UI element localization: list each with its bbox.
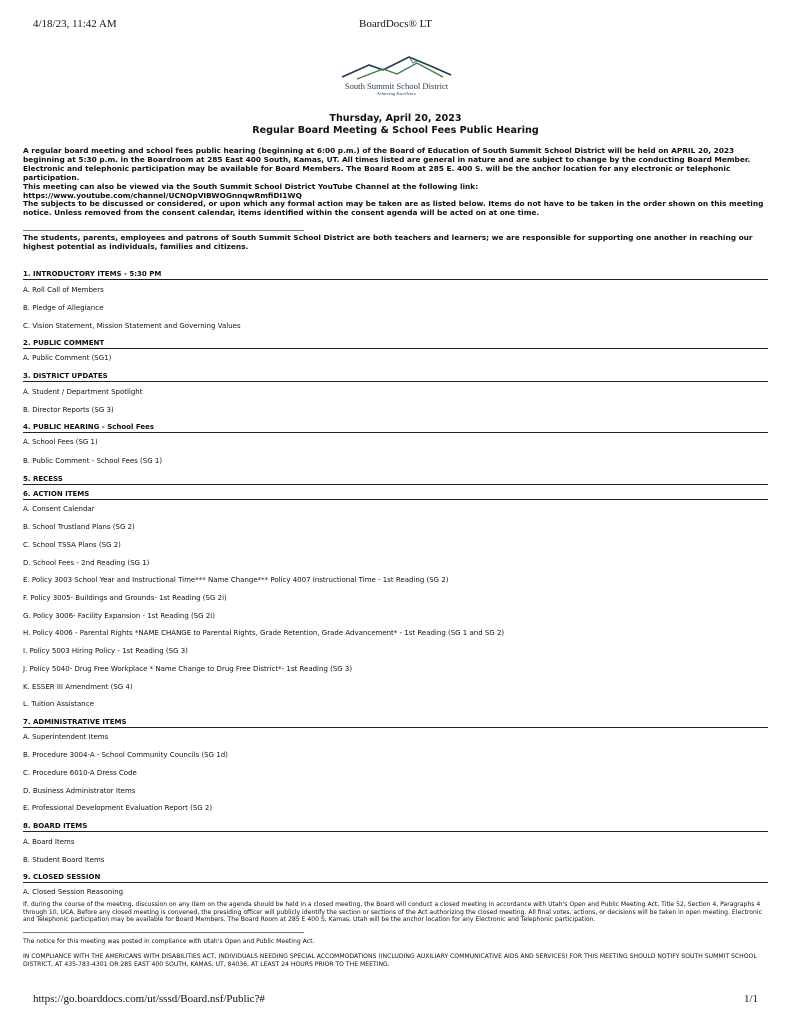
agenda-item[interactable]: C. Procedure 6010-A Dress Code xyxy=(23,769,137,777)
intro-youtube-text: This meeting can also be viewed via the South Summit School District YouTube Channel at the following link: xyxy=(23,181,479,191)
agenda-item[interactable]: B. Student Board Items xyxy=(23,856,105,864)
agenda-item[interactable]: B. Public Comment - School Fees (SG 1) xyxy=(23,457,163,465)
page-number: 1/1 xyxy=(743,993,758,1005)
print-footer xyxy=(33,993,758,1007)
agenda-item[interactable]: A. Closed Session Reasoning xyxy=(23,888,124,896)
section-heading-recess[interactable]: 5. RECESS xyxy=(23,475,768,485)
section-heading-board-items[interactable]: 8. BOARD ITEMS xyxy=(23,822,768,832)
meeting-title: Regular Board Meeting & School Fees Public Hearing xyxy=(252,125,539,136)
agenda-item[interactable]: D. School Fees - 2nd Reading (SG 1) xyxy=(23,559,150,567)
mountain-logo-icon xyxy=(339,53,454,81)
agenda-item[interactable]: D. Business Administrator Items xyxy=(23,787,136,795)
agenda-item[interactable]: A. Consent Calendar xyxy=(23,505,95,513)
section-heading-closed-session[interactable]: 9. CLOSED SESSION xyxy=(23,873,768,883)
agenda-item[interactable]: A. Superintendent Items xyxy=(23,733,109,741)
agenda-item[interactable]: F. Policy 3005- Buildings and Grounds- 1st Reading (SG 2i) xyxy=(23,594,227,602)
mission-statement: The students, parents, employees and patrons of South Summit School District are both teachers and learners; we are responsible for supporting one another in reaching our highest potential as individuals, families and citizens. xyxy=(23,233,753,251)
agenda-item[interactable]: A. Board Items xyxy=(23,838,75,846)
agenda-item[interactable]: B. Director Reports (SG 3) xyxy=(23,406,114,414)
section-heading-public-comment[interactable]: 2. PUBLIC COMMENT xyxy=(23,339,768,349)
section-heading-district-updates[interactable]: 3. DISTRICT UPDATES xyxy=(23,372,768,382)
closed-session-text: If, during the course of the meeting, discussion on any item on the agenda should be held in a closed meeting, the Board will conduct a closed meeting in accordance with Utah's Open and Public Meeting Act, Title 52, Section 4, Paragraphs 4 through 10, UCA. Before any closed meeting is convened, the presiding officer will publicly identify the section or sections of the Act authorizing the closed meeting. All final votes, actions, or decisions will be taken in open meeting. Electronic and Telephonic participation may be available for Board Members. The Board Room at 285 E 400 S, Kamas, Utah will be the anchor location for any Electronic and Telephonic participation. xyxy=(23,901,762,923)
agenda-item[interactable]: C. School TSSA Plans (SG 2) xyxy=(23,541,121,549)
agenda-item[interactable]: A. Roll Call of Members xyxy=(23,286,104,294)
print-header xyxy=(33,18,758,32)
posting-notice: The notice for this meeting was posted in compliance with Utah's Open and Public Meeting Act. xyxy=(23,938,315,945)
agenda-item[interactable]: B. School Trustland Plans (SG 2) xyxy=(23,523,135,531)
agenda-item[interactable]: B. Procedure 3004-A - School Community Councils (SG 1d) xyxy=(23,751,228,759)
ada-notice: IN COMPLIANCE WITH THE AMERICANS WITH DISABILITIES ACT, INDIVIDUALS NEEDING SPECIAL ACCOMMODATIONS (INCLUDING AUXILIARY COMMUNICATIVE AIDS AND SERVICES) FOR THIS MEETING SHOULD NOTIFY SOUTH SUMMIT SCHOOL DISTRICT, AT 435-783-4301 OR 285 EAST 400 SOUTH, KAMAS, UT, 84036, AT LEAST 24 HOURS PRIOR TO THE MEETING. xyxy=(23,953,757,968)
logo-district-name: South Summit School District xyxy=(344,81,449,91)
agenda-item[interactable]: A. Public Comment (SG1) xyxy=(23,354,112,362)
print-datetime: 4/18/23, 11:42 AM xyxy=(33,18,117,30)
agenda-item[interactable]: J. Policy 5040- Drug Free Workplace * Name Change to Drug Free District*- 1st Reading (SG 3) xyxy=(23,665,353,673)
agenda-item[interactable]: A. School Fees (SG 1) xyxy=(23,438,98,446)
meeting-intro xyxy=(23,147,768,218)
section-heading-administrative[interactable]: 7. ADMINISTRATIVE ITEMS xyxy=(23,718,768,728)
divider xyxy=(23,932,304,933)
page-url: https://go.boarddocs.com/ut/sssd/Board.nsf/Public?# xyxy=(33,993,265,1005)
agenda-item[interactable]: E. Professional Development Evaluation Report (SG 2) xyxy=(23,804,213,812)
section-heading-introductory[interactable]: 1. INTRODUCTORY ITEMS - 5:30 PM xyxy=(23,270,768,280)
divider xyxy=(23,230,304,231)
agenda-item[interactable]: I. Policy 5003 Hiring Policy - 1st Reading (SG 3) xyxy=(23,647,188,655)
agenda-item[interactable]: L. Tuition Assistance xyxy=(23,700,94,708)
agenda-item[interactable]: E. Policy 3003 School Year and Instructional Time*** Name Change*** Policy 4007 Instructional Time - 1st Reading (SG 2) xyxy=(23,576,449,584)
youtube-link[interactable]: https://www.youtube.com/channel/UCNOpVIBWOGnnqwRmfiDI1WQ xyxy=(23,190,302,200)
logo-tagline: Achieving Excellence xyxy=(376,91,417,96)
agenda-item[interactable]: G. Policy 3006- Facility Expansion - 1st Reading (SG 2i) xyxy=(23,612,215,620)
section-heading-action-items[interactable]: 6. ACTION ITEMS xyxy=(23,490,768,500)
print-page-title: BoardDocs® LT xyxy=(358,18,433,30)
agenda-item[interactable]: K. ESSER III Amendment (SG 4) xyxy=(23,683,133,691)
intro-subjects-text: The subjects to be discussed or considered, or upon which any formal action may be taken are as listed below. Items do not have to be taken in the order shown on this meeting notice. Unless removed from the consent calendar, items identified within the consent agenda will be acted on at one time. xyxy=(23,199,764,218)
meeting-date: Thursday, April 20, 2023 xyxy=(329,113,462,124)
agenda-item[interactable]: H. Policy 4006 - Parental Rights *NAME CHANGE to Parental Rights, Grade Retention, Grade Advancement* - 1st Reading (SG 1 and SG 2) xyxy=(23,629,505,637)
agenda-item[interactable]: A. Student / Department Spotlight xyxy=(23,388,143,396)
section-heading-public-hearing[interactable]: 4. PUBLIC HEARING - School Fees xyxy=(23,423,768,433)
intro-paragraph: A regular board meeting and school fees public hearing (beginning at 6:00 p.m.) of the Board of Education of South Summit School District will be held on APRIL 20, 2023 beginning at 5:30 p.m. in the Boardroom at 285 East 400 South, Kamas, UT. All times listed are general in nature and are subject to change by the conducting Board Member. Electronic and telephonic participation may be available for Board Members. The Board Room at 285 E. 400 S. will be the anchor location for any electronic or telephonic participation. xyxy=(23,146,751,182)
agenda-item[interactable]: C. Vision Statement, Mission Statement and Governing Values xyxy=(23,322,241,330)
district-logo xyxy=(339,53,454,101)
agenda-item[interactable]: B. Pledge of Allegiance xyxy=(23,304,104,312)
